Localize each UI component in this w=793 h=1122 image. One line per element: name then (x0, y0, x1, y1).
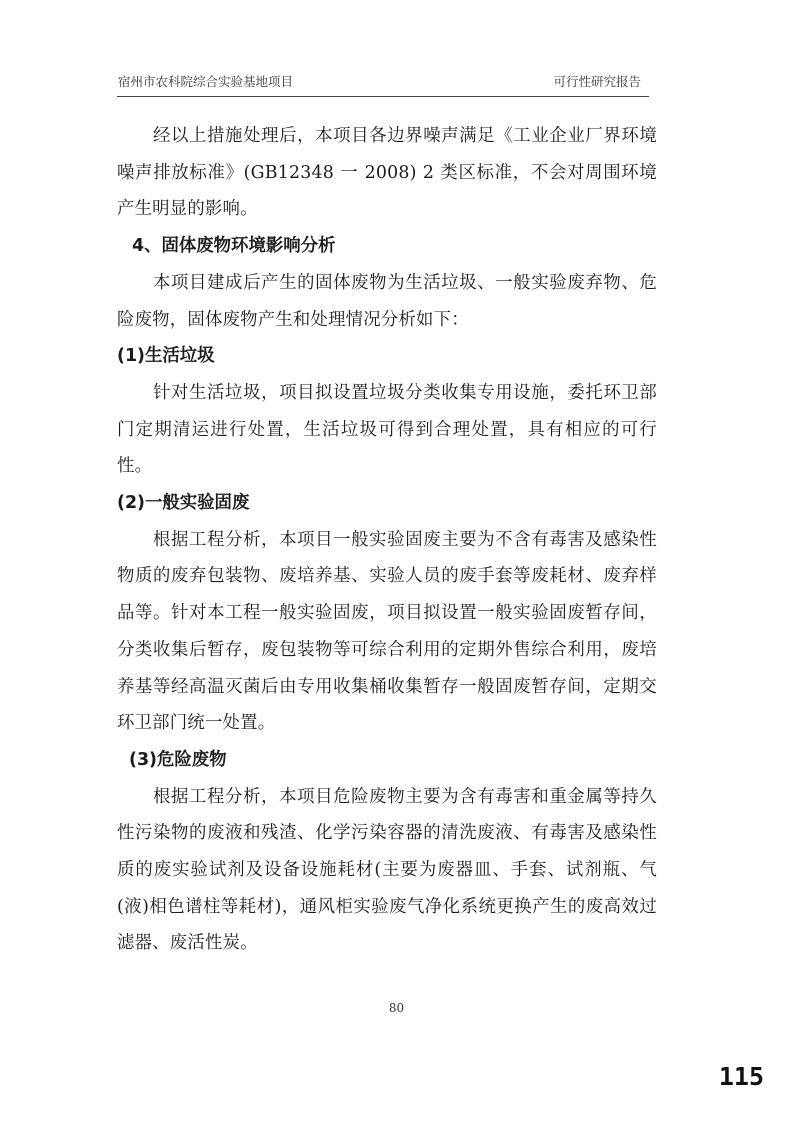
section-heading-solid-waste: 4、固体废物环境影响分析 (132, 236, 336, 257)
subheading-general-lab-waste: (2)一般实验固废 (117, 493, 250, 514)
subheading-domestic-garbage: (1)生活垃圾 (117, 346, 215, 367)
page-header (117, 66, 649, 96)
paragraph-noise-conclusion: 经以上措施处理后，本项目各边界噪声满足《工业企业厂界环境噪声排放标准》(GB12348 一 2008) 2 类区标准，不会对周围环境产生明显的影响。 (117, 126, 657, 220)
subheading-hazardous-waste: (3)危险废物 (129, 749, 227, 770)
document-body (117, 118, 657, 962)
stamped-page-number: 115 (718, 1062, 764, 1091)
header-report-type: 可行性研究报告 (553, 74, 641, 89)
paragraph-general-lab-waste: 根据工程分析，本项目一般实验固废主要为不含有毒害及感染性物质的废弃包装物、废培养基、实验人员的废手套等废耗材、废弃样品等。针对本工程一般实验固废，项目拟设置一般实验固废暂存间，分类收集后暂存，废包装物等可综合利用的定期外售综合利用，废培养基等经高温灭菌后由专用收集桶收集暂存一般固废暂存间，定期交环卫部门统一处置。 (117, 529, 657, 734)
paragraph-domestic-garbage: 针对生活垃圾，项目拟设置垃圾分类收集专用设施，委托环卫部门定期清运进行处置，生活垃圾可得到合理处置，具有相应的可行性。 (117, 382, 657, 477)
header-divider (117, 96, 649, 97)
paragraph-hazardous-waste: 根据工程分析，本项目危险废物主要为含有毒害和重金属等持久性污染物的废液和残渣、化学污染容器的清洗废液、有毒害及感染性质的废实验试剂及设备设施耗材(主要为废器皿、手套、试剂瓶、气(液)相色谱柱等耗材)，通风柜实验废气净化系统更换产生的废高效过滤器、废活性炭。 (117, 786, 657, 954)
header-project-title: 宿州市农科院综合实验基地项目 (118, 74, 294, 89)
paragraph-solid-waste-intro: 本项目建成后产生的固体废物为生活垃圾、一般实验废弃物、危险废物，固体废物产生和处理情况分析如下： (117, 272, 657, 330)
page-number: 80 (388, 1001, 405, 1015)
